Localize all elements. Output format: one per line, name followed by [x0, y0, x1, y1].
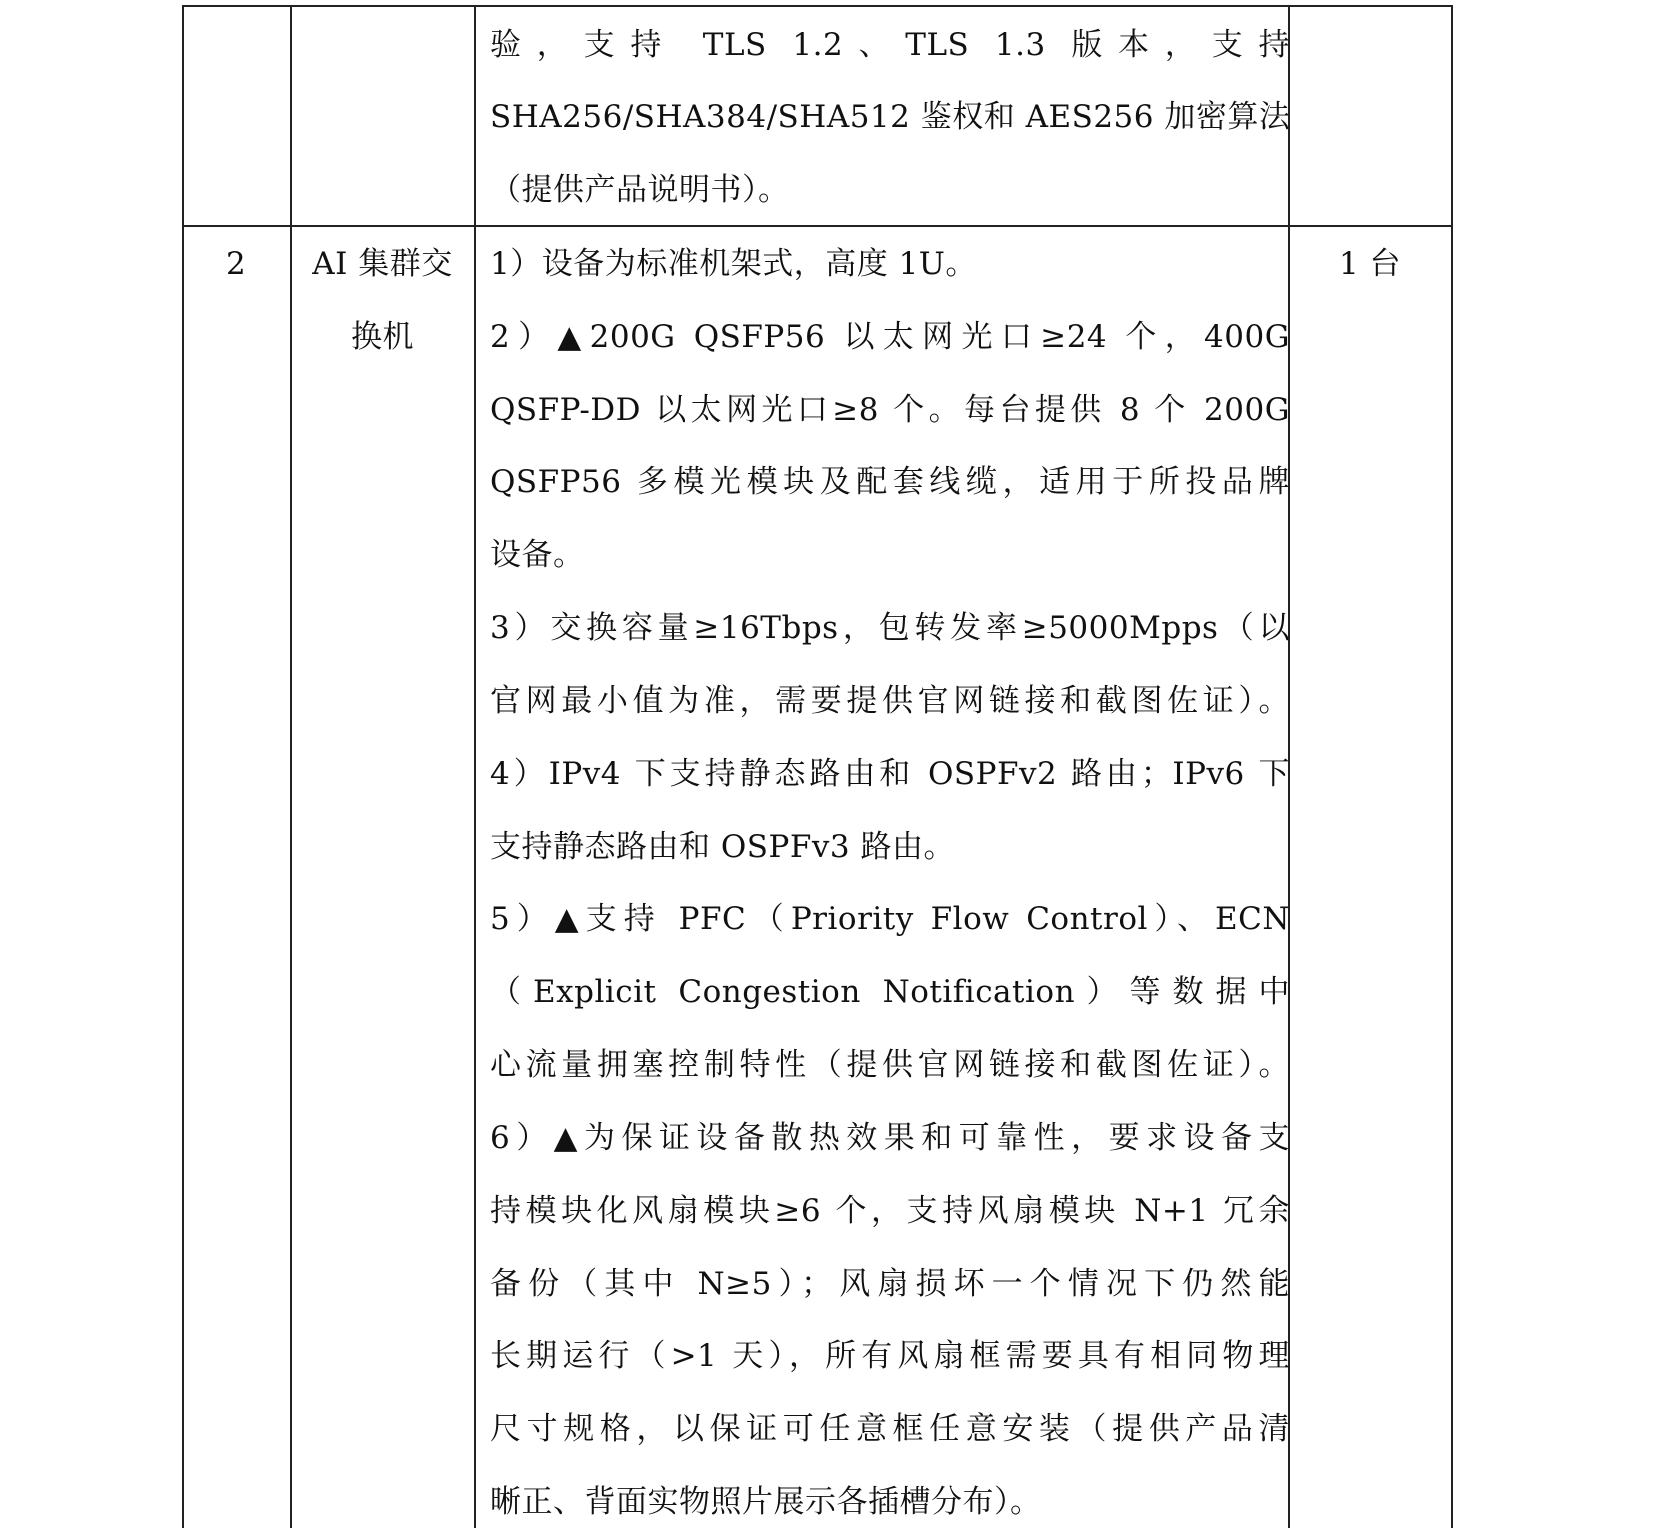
table-left-border: [182, 5, 184, 1528]
spec-line: （Explicit Congestion Notification）等数据中: [490, 974, 1290, 1010]
row-index: 2: [226, 246, 247, 282]
spec-line: 官网最小值为准，需要提供官网链接和截图佐证）。: [490, 683, 1290, 719]
spec-line: 晰正、背面实物照片展示各插槽分布）。: [490, 1484, 1042, 1520]
spec-line: QSFP-DD 以太网光口≥8 个。每台提供 8 个 200G: [490, 392, 1290, 428]
spec-line: 支持静态路由和 OSPFv3 路由。: [490, 829, 955, 865]
spec-line: 6）▲为保证设备散热效果和可靠性，要求设备支: [490, 1120, 1290, 1156]
spec-line: 2）▲200G QSFP56 以太网光口≥24 个，400G: [490, 319, 1290, 355]
spec-line: 长期运行（>1 天），所有风扇框需要具有相同物理: [490, 1338, 1290, 1374]
quantity: 1 台: [1338, 246, 1402, 282]
table-right-border: [1451, 5, 1453, 1528]
column-divider-1: [290, 5, 292, 1528]
spec-line: 5）▲支持 PFC（Priority Flow Control）、ECN: [490, 901, 1290, 937]
spec-line: 尺寸规格，以保证可任意框任意安装（提供产品清: [490, 1411, 1290, 1447]
spec-line: 4）IPv4 下支持静态路由和 OSPFv2 路由；IPv6 下: [490, 756, 1290, 792]
spec-line: 1）设备为标准机架式，高度 1U。: [490, 246, 977, 282]
spec-line: 3）交换容量≥16Tbps，包转发率≥5000Mpps（以: [490, 610, 1290, 646]
item-name-line: 换机: [351, 319, 414, 355]
table-top-border: [182, 5, 1453, 7]
row-divider: [182, 225, 1453, 227]
spec-line: 验，支持 TLS 1.2、TLS 1.3 版本，支持: [490, 27, 1290, 63]
spec-line: （提供产品说明书）。: [490, 172, 790, 208]
spec-line: 设备。: [490, 537, 585, 573]
spec-line: 备份（其中 N≥5）；风扇损坏一个情况下仍然能: [490, 1266, 1290, 1302]
spec-line: 心流量拥塞控制特性（提供官网链接和截图佐证）。: [490, 1047, 1290, 1083]
spec-line: QSFP56 多模光模块及配套线缆，适用于所投品牌: [490, 464, 1290, 500]
spec-line: SHA256/SHA384/SHA512 鉴权和 AES256 加密算法: [490, 99, 1291, 135]
spec-line: 持模块化风扇模块≥6 个，支持风扇模块 N+1 冗余: [490, 1193, 1290, 1229]
item-name-line: AI 集群交: [312, 246, 453, 282]
column-divider-2: [474, 5, 476, 1528]
